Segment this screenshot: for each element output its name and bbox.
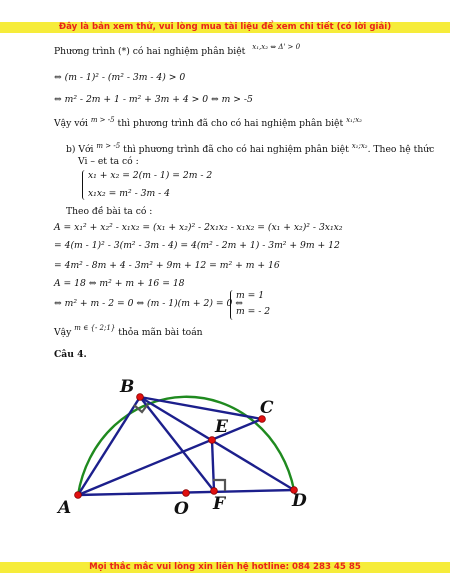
math-roots: x₁;x₂ (346, 116, 362, 124)
label-A: A (58, 498, 72, 518)
text-theo-he-thuc: . Theo hệ thức (367, 144, 435, 155)
point-O (183, 490, 190, 497)
system-product: x₁x₂ = m² - 3m - 4 (88, 188, 170, 199)
line-factor: ⇔ m² + m - 2 = 0 ⇔ (m - 1)(m + 2) = 0 ⇔ (54, 298, 243, 309)
segment-AB (78, 397, 140, 495)
line-viet: Vi – et ta có : (78, 156, 139, 167)
math-roots-b: x₁;x₂ (351, 142, 368, 150)
line-delta: ⇔ (m - 1)² - (m² - 3m - 4) > 0 (54, 72, 186, 83)
point-E (209, 437, 216, 444)
preview-banner: Đây là bản xem thử, vui lòng mua tài liệu để xem chi tiết (có lời giải) (0, 22, 450, 33)
line-simplify: ⇔ m² - 2m + 1 - m² + 3m + 4 > 0 ⇔ m > -5 (54, 94, 253, 105)
segment-AC (78, 419, 262, 495)
question-heading: Câu 4. (54, 349, 87, 360)
hotline-banner: Mọi thắc mắc vui lòng xin liên hệ hotline: 084 283 45 85 (0, 562, 450, 573)
system-sum: x₁ + x₂ = 2(m - 1) = 2m - 2 (88, 170, 213, 181)
line-condition-text: Phương trình (*) có hai nghiệm phân biệt (54, 46, 246, 57)
math-condition-b: m > -5 (96, 142, 121, 150)
line-theo-de: Theo đề bài ta có : (66, 206, 153, 217)
case-m-2: m = - 2 (236, 306, 271, 317)
label-D: D (292, 491, 307, 511)
math-answer: m ∈ {- 2;1} (74, 324, 116, 332)
line-A-result: = 4m² - 8m + 4 - 3m² + 9m + 12 = m² + m + 16 (54, 260, 280, 271)
case-m-1: m = 1 (236, 290, 265, 301)
label-F: F (213, 494, 226, 514)
text-two-roots-b: thì phương trình đã cho có hai nghiệm phân biệt (123, 144, 349, 155)
text-vay: Vậy (54, 327, 72, 338)
point-A (75, 492, 82, 499)
line-condition-math: x₁,x₂ ⇔ Δ' > 0 (252, 43, 301, 51)
segment-EF (212, 440, 214, 491)
line-A-expand: A = x₁² + x₂² - x₁x₂ = (x₁ + x₂)² - 2x₁x₂ - x₁x₂ = (x₁ + x₂)² - 3x₁x₂ (54, 222, 343, 233)
label-O: O (174, 499, 189, 519)
label-E: E (215, 417, 228, 437)
line-A-sub: = 4(m - 1)² - 3(m² - 3m - 4) = 4(m² - 2m + 1) - 3m² + 9m + 12 (54, 240, 340, 251)
math-condition: m > -5 (90, 116, 115, 124)
text-satisfy: thỏa mãn bài toán (118, 327, 203, 338)
label-C: C (260, 398, 274, 418)
text-two-roots: thì phương trình đã cho có hai nghiệm phân biệt (117, 118, 344, 129)
label-B: B (120, 377, 135, 397)
text-vay-voi: Vậy với (54, 118, 88, 129)
point-B (137, 394, 144, 401)
text-part-b: b) Với (66, 144, 94, 155)
line-A-equals-18: A = 18 ⇔ m² + m + 16 = 18 (54, 278, 185, 289)
